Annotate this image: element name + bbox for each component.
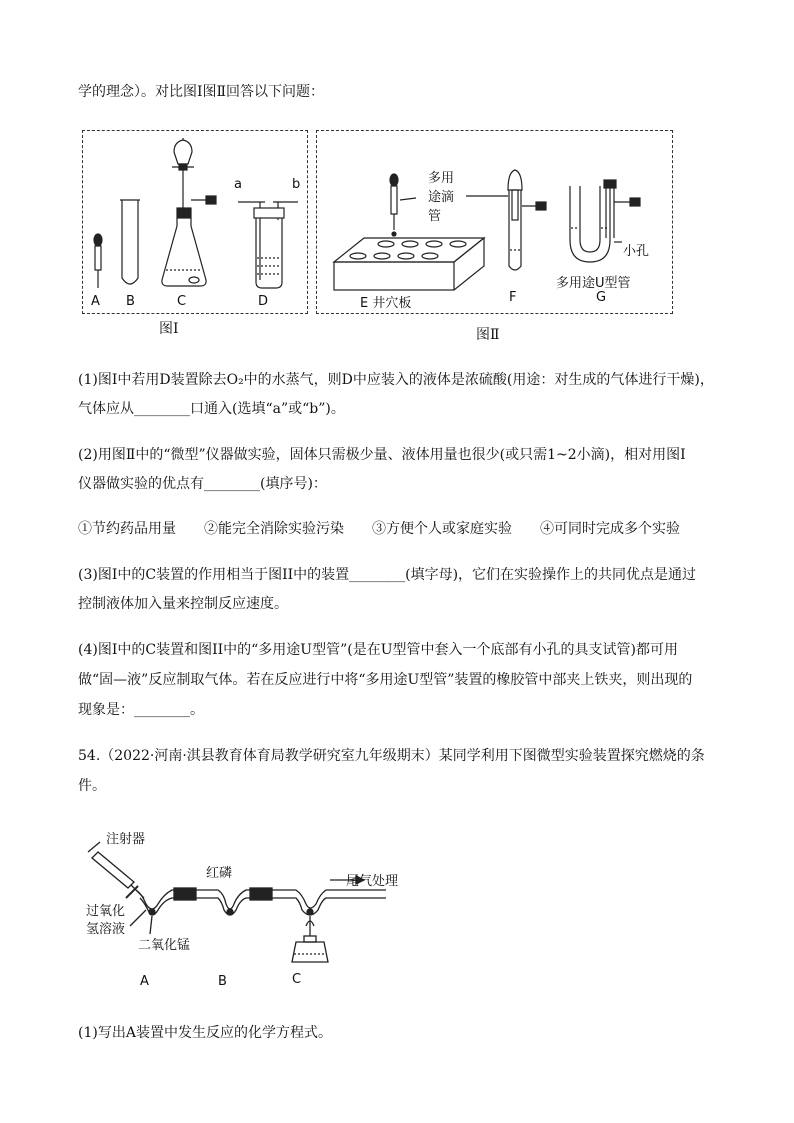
fig2-label-f: F xyxy=(509,290,517,305)
q2-options: ①节约药品用量 ②能完全消除实验污染 ③方便个人或家庭实验 ④可同时完成多个实验 xyxy=(78,521,680,537)
q2-line-2: 仪器做实验的优点有________(填序号)： xyxy=(78,476,327,492)
q1-line-2: 气体应从________口通入(选填“a”或“b”)。 xyxy=(78,401,345,417)
mno2-label: 二氧化锰 xyxy=(138,938,191,953)
q4-line-1: (4)图Ⅰ中的C装置和图II中的“多用途U型管”(是在U型管中套入一个底部有小孔的具支试管)都可用 xyxy=(78,642,678,658)
q3-line-1: (3)图Ⅰ中的C装置的作用相当于图II中的装置________(填字母)，它们在实验操作上的共同优点是通过 xyxy=(78,567,697,583)
bottle-d-icon xyxy=(238,202,298,288)
fig1-label-d: D xyxy=(258,294,269,309)
utube-label: 多用途U型管 xyxy=(556,276,631,291)
q2-line-1: (2)用图Ⅱ中的“微型”仪器做实验，固体只需极少量、液体用量也很少(或只需1~2小滴)，相对用图Ⅰ xyxy=(78,447,686,463)
syringe-icon xyxy=(88,842,144,898)
combustion-apparatus-drawing xyxy=(80,840,420,980)
fig2-label-g: G xyxy=(596,290,607,305)
h2o2-label-1: 过氧化 xyxy=(86,904,126,919)
fig1-label-port-b: b xyxy=(292,177,301,192)
syringe-label: 注射器 xyxy=(106,832,146,847)
hole-label: 小孔 xyxy=(623,244,650,259)
fig1-caption: 图Ⅰ xyxy=(159,321,179,337)
intro-text: 学的理念）。对比图Ⅰ图Ⅱ回答以下问题： xyxy=(78,84,325,100)
fig1-label-b: B xyxy=(126,294,135,309)
well-plate-label: E 井穴板 xyxy=(360,296,412,311)
h2o2-label-2: 氢溶液 xyxy=(86,922,126,937)
q4-line-3: 现象是：________。 xyxy=(78,702,204,718)
alcohol-lamp-icon xyxy=(292,916,328,962)
q4-line-2: 做“固—液”反应制取气体。若在反应进行中将“多用途U型管”装置的橡胶管中部夹上铁夹，则出现的 xyxy=(78,672,693,688)
exhaust-label: 尾气处理 xyxy=(346,874,399,889)
fig3-label-a: A xyxy=(140,974,149,989)
dropper-label-3: 管 xyxy=(428,209,442,224)
fig1-label-a: A xyxy=(91,294,100,309)
fig2-caption: 图Ⅱ xyxy=(476,327,500,343)
q54-line-1: 54.（2022·河南·淇县教育体育局教学研究室九年级期末）某同学利用下图微型实验装置探究燃烧的条 xyxy=(78,748,705,764)
red-phosphorus-label: 红磷 xyxy=(206,866,233,881)
dropper-label-1: 多用 xyxy=(428,171,455,186)
q3-line-2: 控制液体加入量来控制反应速度。 xyxy=(78,596,288,612)
q1-line-1: (1)图Ⅰ中若用D装置除去O₂中的水蒸气，则D中应装入的液体是浓硫酸(用途：对生成的气体进行干燥)， xyxy=(78,372,714,388)
fig1-label-c: C xyxy=(177,294,187,309)
q54-line-2: 件。 xyxy=(78,778,106,794)
fig1-label-port-a: a xyxy=(234,177,242,192)
dropper-label-2: 途滴 xyxy=(428,190,455,205)
fig3-label-b: B xyxy=(218,974,227,989)
dropper-a-icon xyxy=(94,234,102,288)
test-tube-b-icon xyxy=(120,200,140,284)
fig3-label-c: C xyxy=(292,972,302,987)
flask-c-icon xyxy=(162,138,216,286)
figure-1-drawing xyxy=(82,130,308,314)
tube-f-icon xyxy=(466,170,546,270)
well-plate-e-icon xyxy=(334,174,484,290)
q54-sub-1: (1)写出A装置中发生反应的化学方程式。 xyxy=(78,1025,332,1041)
